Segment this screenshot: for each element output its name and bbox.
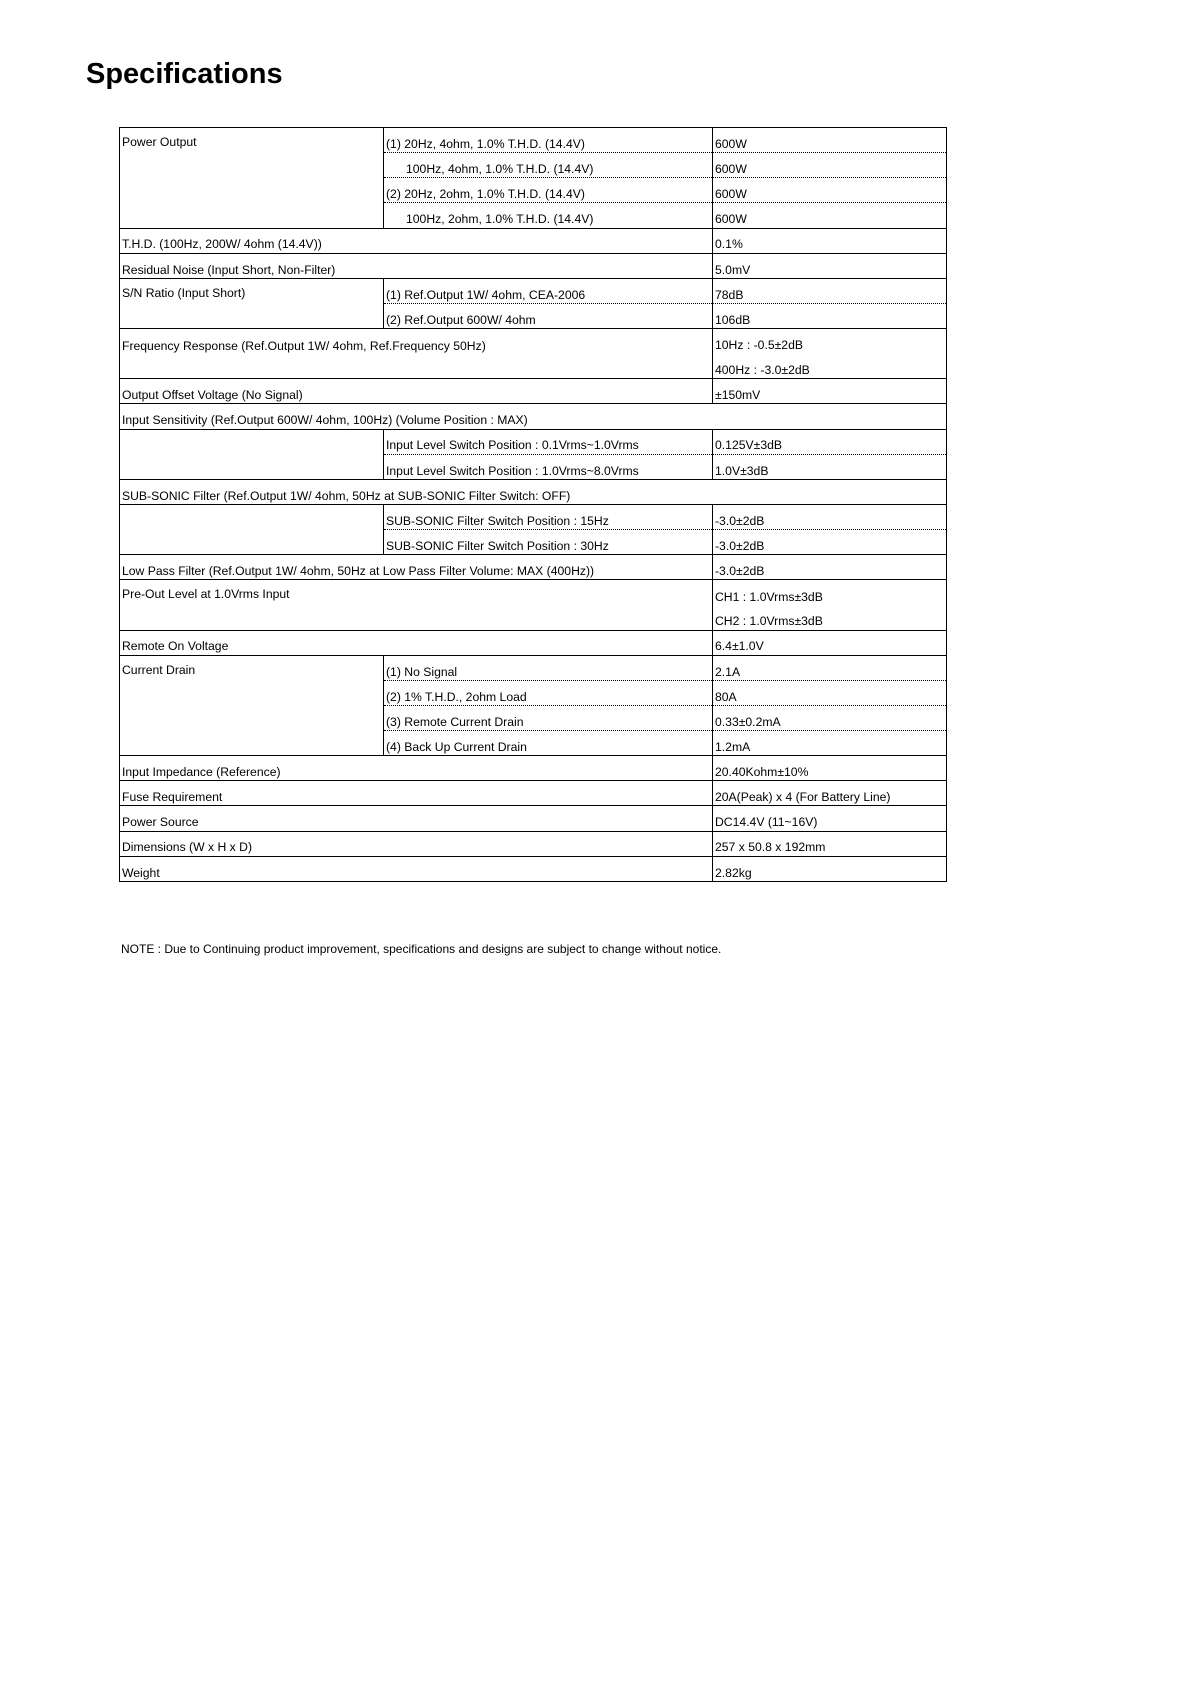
- power-output-cond-2: 100Hz, 4ohm, 1.0% T.H.D. (14.4V): [384, 153, 713, 178]
- sn-ratio-label: S/N Ratio (Input Short): [120, 278, 384, 328]
- table-row: [120, 253, 947, 278]
- subsonic-label: SUB-SONIC Filter (Ref.Output 1W/ 4ohm, 50Hz at SUB-SONIC Filter Switch: OFF): [120, 479, 947, 504]
- residual-noise-value: 5.0mV: [713, 253, 947, 278]
- low-pass-value: -3.0±2dB: [713, 555, 947, 580]
- freq-response-value-2: 400Hz : -3.0±2dB: [713, 354, 947, 379]
- current-drain-value-3: 0.33±0.2mA: [713, 705, 947, 730]
- thd-label: T.H.D. (100Hz, 200W/ 4ohm (14.4V)): [120, 228, 713, 253]
- dimensions-label: Dimensions (W x H x D): [120, 831, 713, 856]
- subsonic-spacer: [120, 504, 384, 554]
- table-row: [120, 555, 947, 580]
- dimensions-value: 257 x 50.8 x 192mm: [713, 831, 947, 856]
- table-row: [120, 379, 947, 404]
- table-row: [120, 630, 947, 655]
- subsonic-value-2: -3.0±2dB: [713, 530, 947, 555]
- table-row: [120, 806, 947, 831]
- table-row: [120, 655, 947, 680]
- disclaimer-note: NOTE : Due to Continuing product improvement, specifications and designs are subject to change without notice.: [121, 942, 722, 956]
- input-sensitivity-value-2: 1.0V±3dB: [713, 454, 947, 479]
- subsonic-value-1: -3.0±2dB: [713, 504, 947, 529]
- fuse-label: Fuse Requirement: [120, 781, 713, 806]
- table-row: [120, 856, 947, 881]
- input-sensitivity-value-1: 0.125V±3dB: [713, 429, 947, 454]
- current-drain-value-4: 1.2mA: [713, 731, 947, 756]
- table-row: [120, 329, 947, 354]
- power-output-cond-3: (2) 20Hz, 2ohm, 1.0% T.H.D. (14.4V): [384, 178, 713, 203]
- specifications-table: [119, 127, 947, 882]
- current-drain-label: Current Drain: [120, 655, 384, 756]
- current-drain-cond-4: (4) Back Up Current Drain: [384, 731, 713, 756]
- residual-noise-label: Residual Noise (Input Short, Non-Filter): [120, 253, 713, 278]
- power-output-value-1: 600W: [713, 128, 947, 153]
- pre-out-label: Pre-Out Level at 1.0Vrms Input: [120, 580, 713, 630]
- table-row: [120, 429, 947, 454]
- current-drain-cond-2: (2) 1% T.H.D., 2ohm Load: [384, 680, 713, 705]
- input-sensitivity-cond-2: Input Level Switch Position : 1.0Vrms~8.0Vrms: [384, 454, 713, 479]
- table-row: [120, 404, 947, 429]
- current-drain-cond-3: (3) Remote Current Drain: [384, 705, 713, 730]
- pre-out-value-1: CH1 : 1.0Vrms±3dB: [713, 580, 947, 605]
- input-impedance-label: Input Impedance (Reference): [120, 756, 713, 781]
- table-row: [120, 228, 947, 253]
- power-source-label: Power Source: [120, 806, 713, 831]
- freq-response-label: Frequency Response (Ref.Output 1W/ 4ohm, Ref.Frequency 50Hz): [120, 329, 713, 379]
- table-row: [120, 781, 947, 806]
- table-row: [120, 580, 947, 605]
- table-row: [120, 128, 947, 153]
- current-drain-value-1: 2.1A: [713, 655, 947, 680]
- current-drain-value-2: 80A: [713, 680, 947, 705]
- remote-on-label: Remote On Voltage: [120, 630, 713, 655]
- input-impedance-value: 20.40Kohm±10%: [713, 756, 947, 781]
- pre-out-value-2: CH2 : 1.0Vrms±3dB: [713, 605, 947, 630]
- low-pass-label: Low Pass Filter (Ref.Output 1W/ 4ohm, 50Hz at Low Pass Filter Volume: MAX (400Hz)): [120, 555, 713, 580]
- input-sensitivity-spacer: [120, 429, 384, 479]
- sn-ratio-cond-1: (1) Ref.Output 1W/ 4ohm, CEA-2006: [384, 278, 713, 303]
- power-output-value-3: 600W: [713, 178, 947, 203]
- power-output-cond-1: (1) 20Hz, 4ohm, 1.0% T.H.D. (14.4V): [384, 128, 713, 153]
- power-output-label: Power Output: [120, 128, 384, 229]
- power-output-cond-4: 100Hz, 2ohm, 1.0% T.H.D. (14.4V): [384, 203, 713, 228]
- sn-ratio-value-2: 106dB: [713, 303, 947, 328]
- fuse-value: 20A(Peak) x 4 (For Battery Line): [713, 781, 947, 806]
- remote-on-value: 6.4±1.0V: [713, 630, 947, 655]
- power-source-value: DC14.4V (11~16V): [713, 806, 947, 831]
- table-row: [120, 756, 947, 781]
- table-row: [120, 831, 947, 856]
- current-drain-cond-1: (1) No Signal: [384, 655, 713, 680]
- weight-value: 2.82kg: [713, 856, 947, 881]
- power-output-value-2: 600W: [713, 153, 947, 178]
- output-offset-value: ±150mV: [713, 379, 947, 404]
- weight-label: Weight: [120, 856, 713, 881]
- sn-ratio-value-1: 78dB: [713, 278, 947, 303]
- freq-response-value-1: 10Hz : -0.5±2dB: [713, 329, 947, 354]
- power-output-value-4: 600W: [713, 203, 947, 228]
- subsonic-cond-2: SUB-SONIC Filter Switch Position : 30Hz: [384, 530, 713, 555]
- thd-value: 0.1%: [713, 228, 947, 253]
- subsonic-cond-1: SUB-SONIC Filter Switch Position : 15Hz: [384, 504, 713, 529]
- table-row: [120, 504, 947, 529]
- table-row: [120, 278, 947, 303]
- output-offset-label: Output Offset Voltage (No Signal): [120, 379, 713, 404]
- table-row: [120, 479, 947, 504]
- input-sensitivity-cond-1: Input Level Switch Position : 0.1Vrms~1.0Vrms: [384, 429, 713, 454]
- page-title: Specifications: [86, 58, 283, 90]
- sn-ratio-cond-2: (2) Ref.Output 600W/ 4ohm: [384, 303, 713, 328]
- input-sensitivity-label: Input Sensitivity (Ref.Output 600W/ 4ohm, 100Hz) (Volume Position : MAX): [120, 404, 947, 429]
